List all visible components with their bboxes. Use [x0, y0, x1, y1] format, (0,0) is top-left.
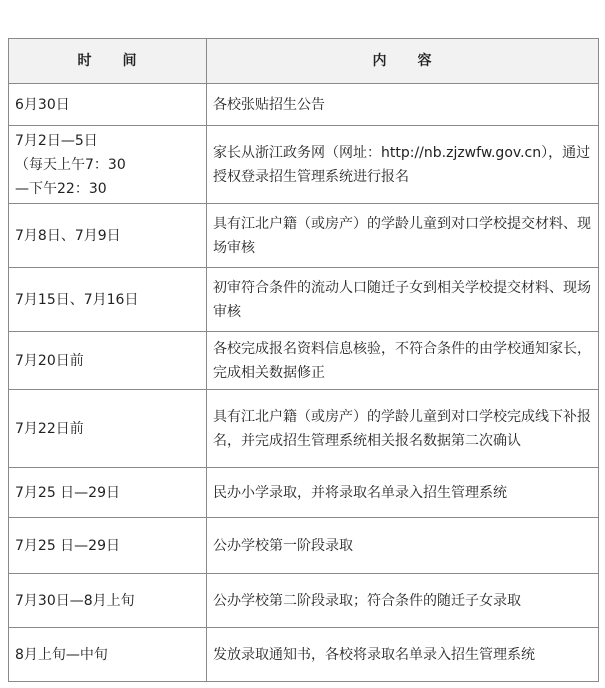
content-text: 具有江北户籍（或房产）的学龄儿童到对口学校提交材料、现场审核 — [213, 215, 591, 256]
schedule-sheet — [8, 38, 598, 682]
table-row — [9, 468, 599, 518]
content-cell — [207, 390, 599, 468]
content-text: 初审符合条件的流动人口随迁子女到相关学校提交材料、现场审核 — [213, 279, 591, 320]
header-row — [9, 39, 599, 84]
time-cell — [9, 204, 207, 268]
time-cell — [9, 84, 207, 126]
content-text: 家长从浙江政务网（网址：http://nb.zjzwfw.gov.cn），通过授权登录招生管理系统进行报名 — [213, 144, 591, 185]
time-text: 7月20日前 — [15, 352, 84, 369]
table-row — [9, 126, 599, 204]
table-row — [9, 268, 599, 332]
time-text: 6月30日 — [15, 96, 70, 113]
time-cell — [9, 628, 207, 682]
time-text: （每天上午7：30 — [15, 156, 126, 173]
time-text: 7月15日、7月16日 — [15, 291, 139, 308]
time-text: 7月25 日—29日 — [15, 484, 120, 501]
schedule-table — [8, 38, 599, 682]
header-time: 时 间 — [9, 39, 207, 84]
time-cell — [9, 518, 207, 574]
table-row — [9, 574, 599, 628]
content-cell — [207, 574, 599, 628]
time-text: —下午22：30 — [15, 180, 107, 197]
content-cell — [207, 268, 599, 332]
content-cell — [207, 468, 599, 518]
content-cell — [207, 628, 599, 682]
content-cell — [207, 332, 599, 390]
header-content: 内 容 — [207, 39, 599, 84]
content-cell — [207, 204, 599, 268]
content-text: 公办学校第二阶段录取；符合条件的随迁子女录取 — [213, 592, 521, 609]
time-cell — [9, 574, 207, 628]
time-text: 7月8日、7月9日 — [15, 227, 121, 244]
time-text: 7月30日—8月上旬 — [15, 592, 135, 609]
content-cell — [207, 126, 599, 204]
time-text: 7月25 日—29日 — [15, 537, 120, 554]
content-cell — [207, 84, 599, 126]
table-row — [9, 84, 599, 126]
table-row — [9, 518, 599, 574]
content-text: 民办小学录取，并将录取名单录入招生管理系统 — [213, 484, 507, 501]
table-row — [9, 628, 599, 682]
table-row — [9, 332, 599, 390]
time-cell — [9, 126, 207, 204]
time-text: 7月2日—5日 — [15, 132, 98, 149]
time-cell — [9, 332, 207, 390]
content-text: 各校张贴招生公告 — [213, 96, 325, 113]
time-text: 8月上旬—中旬 — [15, 646, 108, 663]
time-cell — [9, 468, 207, 518]
table-row — [9, 390, 599, 468]
content-text: 发放录取通知书，各校将录取名单录入招生管理系统 — [213, 646, 535, 663]
content-text: 各校完成报名资料信息核验，不符合条件的由学校通知家长，完成相关数据修正 — [213, 340, 591, 381]
content-cell — [207, 518, 599, 574]
time-cell — [9, 268, 207, 332]
content-text: 公办学校第一阶段录取 — [213, 537, 353, 554]
time-cell — [9, 390, 207, 468]
table-row — [9, 204, 599, 268]
content-text: 具有江北户籍（或房产）的学龄儿童到对口学校完成线下补报名，并完成招生管理系统相关报名数据第二次确认 — [213, 408, 591, 449]
time-text: 7月22日前 — [15, 420, 84, 437]
